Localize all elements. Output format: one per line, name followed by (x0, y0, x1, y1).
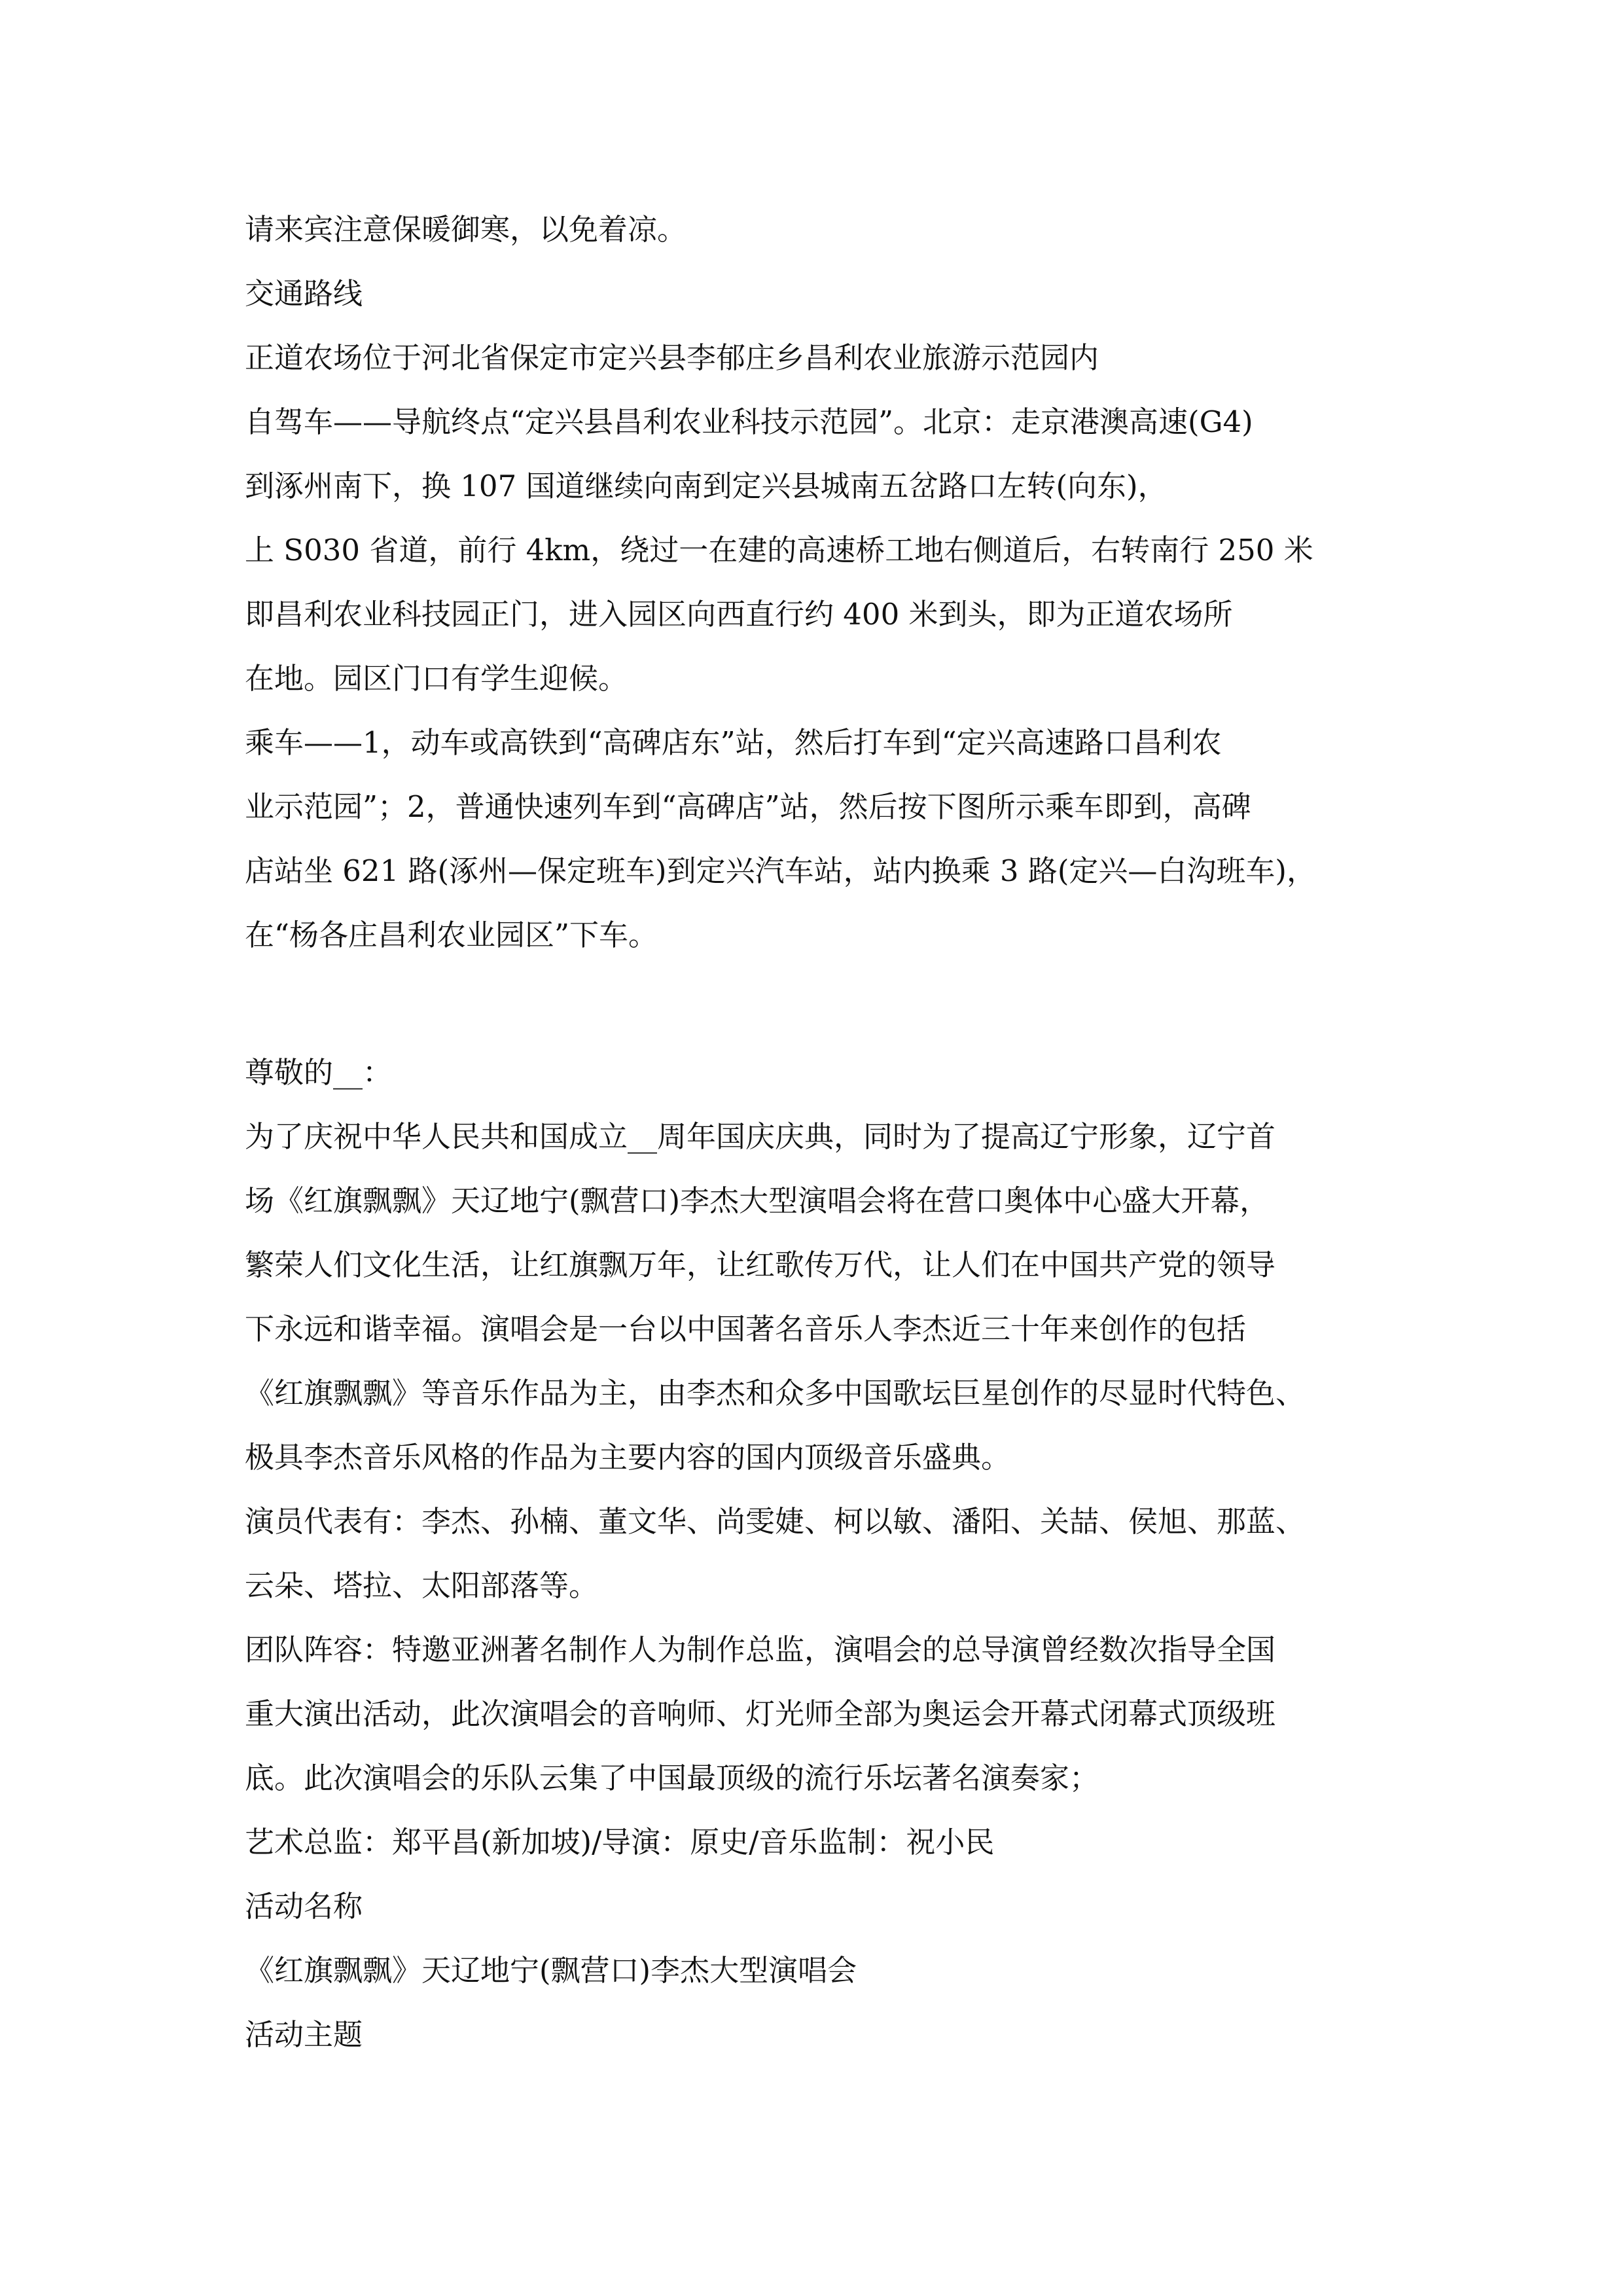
text-line: 《红旗飘飘》等音乐作品为主，由李杰和众多中国歌坛巨星创作的尽显时代特色、 (245, 1376, 1306, 1410)
section-heading: 活动名称 (245, 1889, 363, 1924)
text-line: 正道农场位于河北省保定市定兴县李郁庄乡昌利农业旅游示范园内 (245, 340, 1099, 375)
text-line: 为了庆祝中华人民共和国成立__周年国庆庆典，同时为了提高辽宁形象，辽宁首 (245, 1119, 1276, 1154)
text-line: 自驾车——导航终点“定兴县昌利农业科技示范园”。北京：走京港澳高速(G4) (245, 404, 1253, 439)
document-body (245, 198, 1436, 2067)
text-line: 下永远和谐幸福。演唱会是一台以中国著名音乐人李杰近三十年来创作的包括 (245, 1312, 1247, 1346)
text-line: 云朵、塔拉、太阳部落等。 (245, 1568, 599, 1603)
section-heading: 活动主题 (245, 2017, 363, 2052)
text-line: 即昌利农业科技园正门，进入园区向西直行约 400 米到头，即为正道农场所 (245, 597, 1233, 632)
text-line: 上 S030 省道，前行 4km，绕过一在建的高速桥工地右侧道后，右转南行 250 米 (245, 533, 1313, 567)
section-heading: 交通路线 (245, 276, 363, 311)
text-line: 请来宾注意保暖御寒，以免着凉。 (245, 212, 687, 247)
text-line: 繁荣人们文化生活，让红旗飘万年，让红歌传万代，让人们在中国共产党的领导 (245, 1247, 1276, 1282)
transport-section (245, 198, 1436, 967)
text-line: 底。此次演唱会的乐队云集了中国最顶级的流行乐坛著名演奏家； (245, 1761, 1099, 1795)
text-line: 在“杨各庄昌利农业园区”下车。 (245, 918, 658, 952)
section-spacer (245, 967, 1436, 1041)
text-line: 在地。园区门口有学生迎候。 (245, 661, 628, 696)
invitation-section (245, 1041, 1436, 2067)
text-line: 乘车——1，动车或高铁到“高碑店东”站，然后打车到“定兴高速路口昌利农 (245, 725, 1222, 760)
text-line: 重大演出活动，此次演唱会的音响师、灯光师全部为奥运会开幕式闭幕式顶级班 (245, 1696, 1276, 1731)
text-line: 团队阵容：特邀亚洲著名制作人为制作总监，演唱会的总导演曾经数次指导全国 (245, 1632, 1276, 1667)
text-line: 《红旗飘飘》天辽地宁(飘营口)李杰大型演唱会 (245, 1953, 857, 1988)
text-line: 场《红旗飘飘》天辽地宁(飘营口)李杰大型演唱会将在营口奥体中心盛大开幕， (245, 1183, 1270, 1218)
text-line: 极具李杰音乐风格的作品为主要内容的国内顶级音乐盛典。 (245, 1440, 1011, 1475)
text-line: 演员代表有：李杰、孙楠、董文华、尚雯婕、柯以敏、潘阳、关喆、侯旭、那蓝、 (245, 1504, 1306, 1539)
text-line: 业示范园”；2，普通快速列车到“高碑店”站，然后按下图所示乘车即到，高碑 (245, 789, 1251, 824)
text-line: 店站坐 621 路(涿州—保定班车)到定兴汽车站，站内换乘 3 路(定兴—白沟班车)， (245, 853, 1316, 888)
text-line: 到涿州南下，换 107 国道继续向南到定兴县城南五岔路口左转(向东)， (245, 469, 1168, 503)
salutation: 尊敬的__： (245, 1055, 393, 1090)
text-line: 艺术总监：郑平昌(新加坡)/导演：原史/音乐监制：祝小民 (245, 1825, 995, 1859)
